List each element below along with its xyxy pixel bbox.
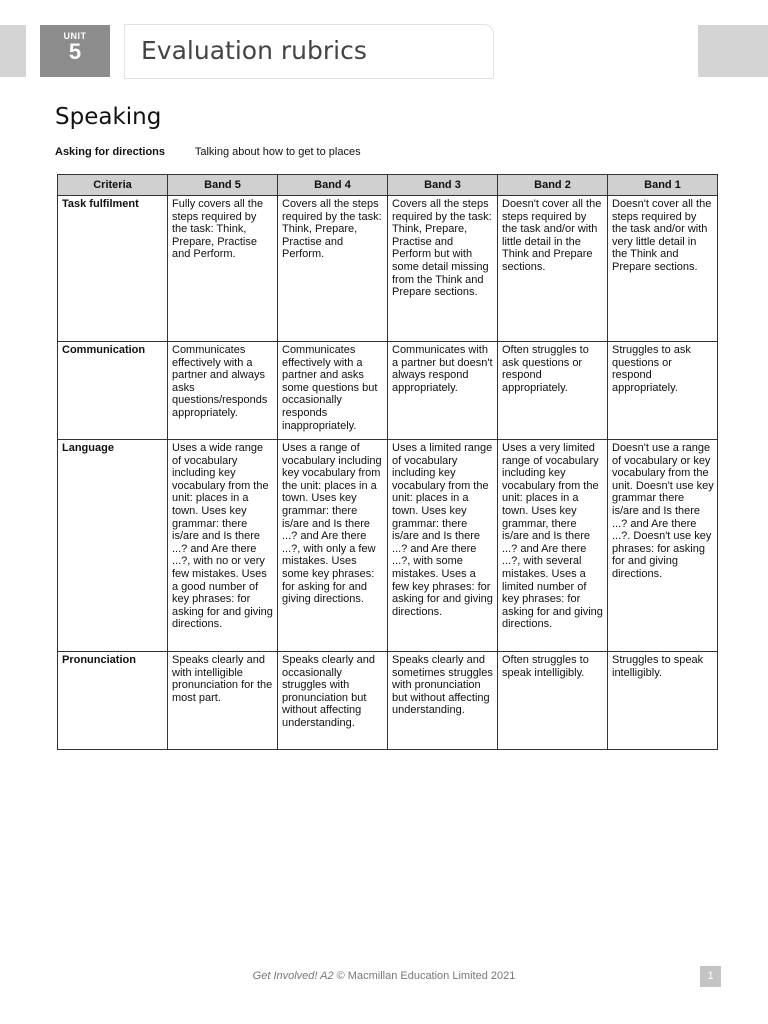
criteria-cell: Communication	[58, 342, 168, 440]
criteria-cell: Task fulfilment	[58, 196, 168, 342]
column-header-band-5: Band 5	[168, 175, 278, 196]
band-5-cell: Uses a wide range of vocabulary including key vocabulary from the unit: places in a town. Uses key grammar: there is/are and Is there ...? and Are there ...?, with no or very few mistakes. Uses a good number of key phrases: for asking for and giving directions.	[168, 440, 278, 652]
band-2-cell: Often struggles to ask questions or respond appropriately.	[498, 342, 608, 440]
header-side-block-left	[0, 25, 26, 77]
band-4-cell: Speaks clearly and occasionally struggles with pronunciation but without affecting understanding.	[278, 652, 388, 750]
task-description: Talking about how to get to places	[194, 146, 361, 158]
unit-label: UNIT	[63, 31, 87, 41]
band-5-cell: Speaks clearly and with intelligible pronunciation for the most part.	[168, 652, 278, 750]
criteria-cell: Language	[58, 440, 168, 652]
column-header-criteria: Criteria	[58, 175, 168, 196]
criteria-cell: Pronunciation	[58, 652, 168, 750]
task-label: Asking for directions	[55, 146, 166, 158]
rubric-table	[57, 174, 718, 750]
band-1-cell: Struggles to ask questions or respond appropriately.	[608, 342, 718, 440]
header-side-block-right	[698, 25, 768, 77]
band-3-cell: Speaks clearly and sometimes struggles with pronunciation but without affecting understanding.	[388, 652, 498, 750]
unit-badge	[40, 25, 110, 77]
footer-copyright: © Macmillan Education Limited 2021	[336, 970, 516, 982]
band-3-cell: Uses a limited range of vocabulary including key vocabulary from the unit: places in a town. Uses key grammar: there is/are and Is there ...? and Are there ...?, with some mistakes. Uses a few key phrases: for asking for and giving directions.	[388, 440, 498, 652]
column-header-band-3: Band 3	[388, 175, 498, 196]
column-header-band-2: Band 2	[498, 175, 608, 196]
section-title: Speaking	[55, 104, 162, 130]
table-row-task-fulfilment	[58, 196, 718, 342]
column-header-band-1: Band 1	[608, 175, 718, 196]
band-5-cell: Communicates effectively with a partner and always asks questions/responds appropriately.	[168, 342, 278, 440]
band-3-cell: Communicates with a partner but doesn't always respond appropriately.	[388, 342, 498, 440]
page-footer	[0, 970, 768, 982]
table-row-pronunciation	[58, 652, 718, 750]
band-4-cell: Uses a range of vocabulary including key vocabulary from the unit: places in a town. Uses key grammar: there is/are and Is there ...? and Are there ...?, with only a few mistakes. Uses some key phrases: for asking for and giving directions.	[278, 440, 388, 652]
band-1-cell: Doesn't use a range of vocabulary or key vocabulary from the unit. Doesn't use key grammar there is/are and Is there ...? and Are there ...?. Doesn't use key phrases: for asking for and giving directions.	[608, 440, 718, 652]
band-4-cell: Covers all the steps required by the task: Think, Prepare, Practise and Perform.	[278, 196, 388, 342]
band-1-cell: Doesn't cover all the steps required by the task and/or with very little detail in the Think and Prepare sections.	[608, 196, 718, 342]
band-2-cell: Uses a very limited range of vocabulary including key vocabulary from the unit: places in a town. Uses key grammar, there is/are and Is there ...? and Are there ...?, with several mistakes. Uses a limited number of key phrases: for asking for and giving directions.	[498, 440, 608, 652]
band-5-cell: Fully covers all the steps required by the task: Think, Prepare, Practise and Perform.	[168, 196, 278, 342]
table-row-communication	[58, 342, 718, 440]
band-3-cell: Covers all the steps required by the task: Think, Prepare, Practise and Perform but with some detail missing from the Think and Prepare sections.	[388, 196, 498, 342]
task-line	[55, 146, 361, 158]
table-header-row	[58, 175, 718, 196]
footer-book-title: Get Involved! A2	[252, 970, 334, 982]
band-4-cell: Communicates effectively with a partner and asks some questions but occasionally responds inappropriately.	[278, 342, 388, 440]
band-2-cell: Often struggles to speak intelligibly.	[498, 652, 608, 750]
page-number: 1	[700, 966, 721, 987]
band-1-cell: Struggles to speak intelligibly.	[608, 652, 718, 750]
page-title: Evaluation rubrics	[141, 36, 367, 65]
table-row-language	[58, 440, 718, 652]
band-2-cell: Doesn't cover all the steps required by the task and/or with little detail in the Think and Prepare sections.	[498, 196, 608, 342]
title-bar	[124, 24, 494, 79]
column-header-band-4: Band 4	[278, 175, 388, 196]
unit-number: 5	[68, 39, 82, 64]
